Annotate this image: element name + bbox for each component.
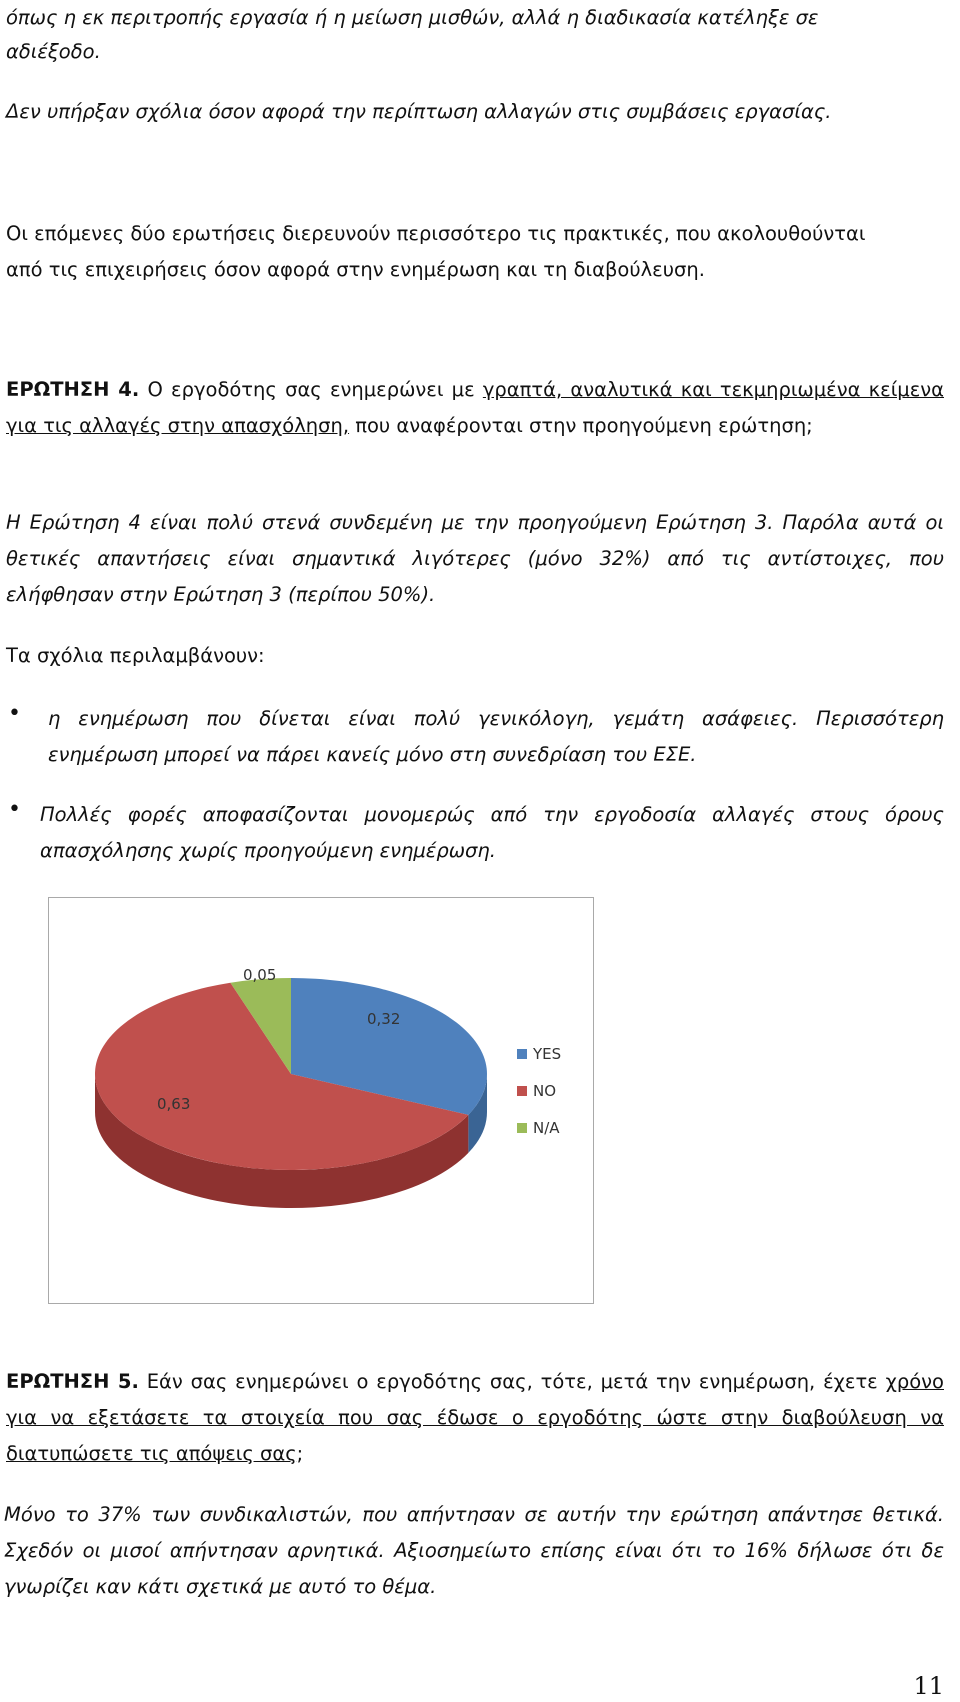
question-4 bbox=[6, 372, 944, 444]
question-4-answer: Η Ερώτηση 4 είναι πολύ στενά συνδεμένη με την προηγούμενη Ερώτηση 3. Παρόλα αυτά οι θετικές απαντήσεις είναι σημαντικά λιγότερες (μόνο 32%) από τις αντίστοιχες, που ελήφθησαν στην Ερώτηση 3 (περίπου 50%). bbox=[6, 511, 944, 606]
no-comments-paragraph: Δεν υπήρξαν σχόλια όσον αφορά την περίπτωση αλλαγών στις συμβάσεις εργασίας. bbox=[6, 100, 832, 123]
legend-swatch-no bbox=[517, 1086, 527, 1096]
legend-swatch-na bbox=[517, 1123, 527, 1133]
question-5-answer: Μόνο το 37% των συνδικαλιστών, που απήντησαν σε αυτήν την ερώτηση απάντησε θετικά. Σχεδόν οι μισοί απήντησαν αρνητικά. Αξιοσημείωτο επίσης είναι ότι το 16% δήλωσε ότι δε γνωρίζει καν κάτι σχετικά με αυτό το θέμα. bbox=[4, 1503, 944, 1598]
bullet-marker-2: • bbox=[8, 797, 21, 822]
chart-legend bbox=[517, 1045, 561, 1137]
next-questions-line-2: από τις επιχειρήσεις όσον αφορά στην ενημέρωση και τη διαβούλευση. bbox=[6, 258, 705, 281]
question-5-text-a: Εάν σας ενημερώνει ο εργοδότης σας, τότε, μετά την ενημέρωση, έχετε bbox=[138, 1370, 886, 1393]
bullet-marker-1: • bbox=[8, 701, 21, 726]
legend-swatch-yes bbox=[517, 1049, 527, 1059]
comments-heading: Τα σχόλια περιλαμβάνουν: bbox=[6, 644, 265, 667]
comment-bullet-2: Πολλές φορές αποφασίζονται μονομερώς από την εργοδοσία αλλαγές στους όρους απασχόλησης χωρίς προηγούμενη ενημέρωση. bbox=[40, 803, 944, 862]
legend-label-yes: YES bbox=[533, 1045, 562, 1063]
question-4-text-b: που αναφέρονται στην προηγούμενη ερώτηση; bbox=[349, 414, 813, 437]
intro-line-2: αδιέξοδο. bbox=[6, 40, 101, 63]
question-5-label: ΕΡΩΤΗΣΗ 5. bbox=[6, 1370, 139, 1393]
question-4-text-a: Ο εργοδότης σας ενημερώνει με bbox=[139, 378, 483, 401]
question-5-text-b: ; bbox=[296, 1442, 304, 1465]
question-5 bbox=[6, 1364, 944, 1472]
next-questions-line-1: Οι επόμενες δύο ερωτήσεις διερευνούν περισσότερο τις πρακτικές, που ακολουθούνται bbox=[6, 222, 866, 245]
comment-bullet-1: η ενημέρωση που δίνεται είναι πολύ γενικόλογη, γεμάτη ασάφειες. Περισσότερη ενημέρωση μπορεί να πάρει κανείς μόνο στη συνεδρίαση του ΕΣΕ. bbox=[48, 707, 944, 766]
question-5-underlined: χρόνο για να εξετάσετε τα στοιχεία που σας έδωσε ο εργοδότης ώστε στην διαβούλευση να διατυπώσετε τις απόψεις σας bbox=[6, 1370, 944, 1465]
pie-chart-frame bbox=[48, 897, 594, 1304]
page-number: 11 bbox=[913, 1672, 944, 1700]
legend-label-na: N/A bbox=[533, 1119, 560, 1137]
data-label-yes: 0,32 bbox=[367, 1010, 401, 1028]
data-label-na: 0,05 bbox=[243, 966, 277, 984]
legend-label-no: NO bbox=[533, 1082, 557, 1100]
question-4-underlined: γραπτά, αναλυτικά και τεκμηριωμένα κείμενα για τις αλλαγές στην απασχόληση, bbox=[6, 378, 944, 437]
question-4-label: ΕΡΩΤΗΣΗ 4. bbox=[6, 378, 140, 401]
data-label-no: 0,63 bbox=[157, 1095, 191, 1113]
pie-chart bbox=[49, 898, 593, 1303]
intro-line-1: όπως η εκ περιτροπής εργασία ή η μείωση μισθών, αλλά η διαδικασία κατέληξε σε bbox=[6, 6, 819, 29]
